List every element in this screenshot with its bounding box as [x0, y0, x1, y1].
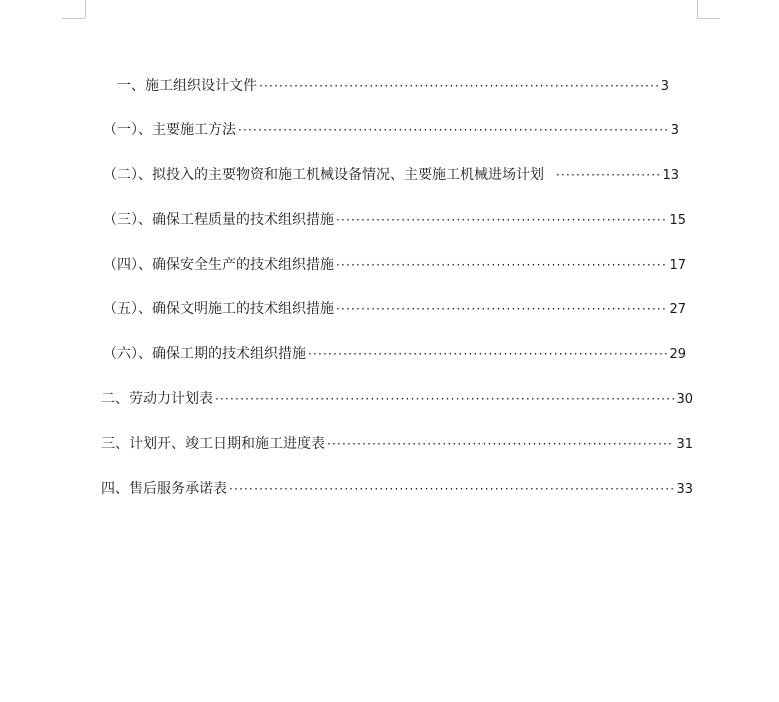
toc-entry-title: （三）、确保工程质量的技术组织措施 — [103, 212, 334, 228]
toc-dot-leader — [336, 211, 667, 229]
toc-dot-leader — [556, 166, 660, 184]
toc-entry[interactable] — [101, 480, 693, 498]
toc-entry-page: 27 — [669, 302, 686, 317]
toc-entry-title: 二、劳动力计划表 — [101, 391, 213, 407]
toc-entry-page: 15 — [669, 213, 686, 228]
toc-entry-title: 三、计划开、竣工日期和施工进度表 — [101, 436, 325, 452]
toc-entry[interactable] — [101, 390, 693, 408]
toc-dot-leader — [259, 77, 659, 95]
toc-entry-page: 17 — [669, 258, 686, 273]
toc-dot-leader — [308, 345, 667, 363]
toc-entry-title: （二）、拟投入的主要物资和施工机械设备情况、主要施工机械进场计划 — [103, 167, 544, 183]
crop-mark-top-right — [697, 0, 698, 18]
toc-entry[interactable] — [103, 211, 686, 229]
toc-entry-title: 一、施工组织设计文件 — [117, 78, 257, 94]
crop-mark-top-left — [85, 0, 86, 18]
toc-entry-page: 29 — [669, 347, 686, 362]
toc-entry[interactable] — [101, 435, 693, 453]
toc-entry[interactable] — [103, 300, 686, 318]
toc-entry-title: （六）、确保工期的技术组织措施 — [103, 346, 306, 362]
toc-entry-page: 13 — [662, 168, 679, 183]
toc-entry[interactable] — [117, 77, 669, 95]
toc-entry-page: 31 — [676, 437, 693, 452]
toc-dot-leader — [336, 300, 667, 318]
toc-entry-page: 30 — [676, 392, 693, 407]
toc-dot-leader — [238, 121, 669, 139]
toc-entry-title: （一）、主要施工方法 — [103, 122, 236, 138]
toc-dot-leader — [327, 435, 674, 453]
toc-entry-title: 四、售后服务承诺表 — [101, 481, 227, 497]
crop-mark-top-left — [62, 18, 85, 19]
toc-dot-leader — [215, 390, 674, 408]
toc-entry-page: 3 — [660, 79, 669, 94]
toc-dot-leader — [336, 256, 667, 274]
toc-entry-page: 3 — [670, 123, 679, 138]
toc-entry[interactable] — [103, 121, 679, 139]
toc-dot-leader — [229, 480, 674, 498]
toc-entry-page: 33 — [676, 482, 693, 497]
crop-mark-top-right — [697, 18, 720, 19]
toc-entry[interactable] — [103, 256, 686, 274]
toc-entry[interactable] — [103, 345, 686, 363]
toc-entry-title: （五）、确保文明施工的技术组织措施 — [103, 301, 334, 317]
toc-entry[interactable] — [103, 166, 679, 184]
toc-entry-title: （四）、确保安全生产的技术组织措施 — [103, 257, 334, 273]
